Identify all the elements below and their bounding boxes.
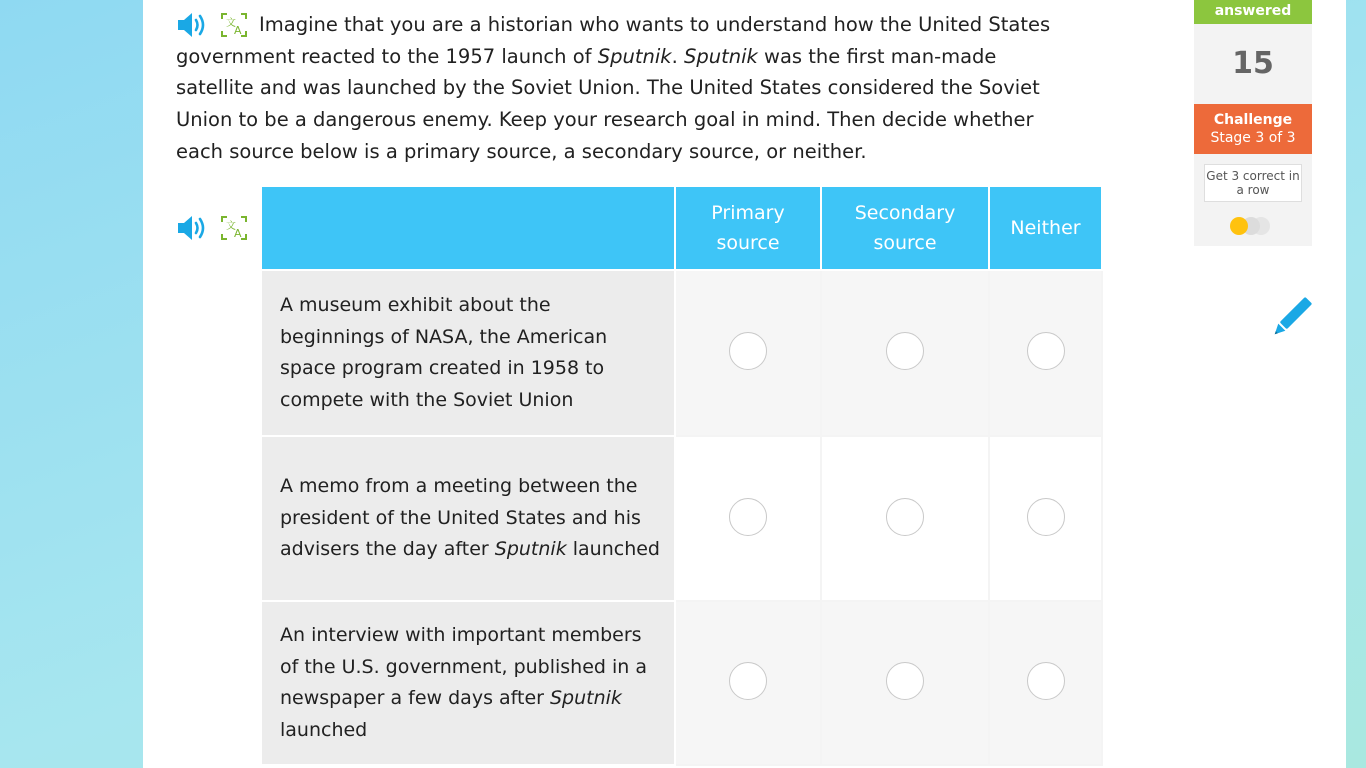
radio-primary-source[interactable] (729, 498, 767, 536)
prompt-text: Imagine that you are a historian who wants to understand how the United States government reacted to the 1957 launch of Sputnik. Sputnik was the first man-made satellite and was launched by the Soviet Union. The United States considered the Soviet Union to be a dangerous enemy. Keep your research goal in mind. Then decide whether each source below is a primary source, a secondary source, or neither. (176, 13, 1051, 163)
answered-label: answered (1194, 0, 1312, 24)
radio-primary-source[interactable] (729, 332, 767, 370)
radio-secondary-source[interactable] (886, 332, 924, 370)
challenge-title: Challenge (1213, 112, 1293, 128)
radio-neither[interactable] (1027, 498, 1065, 536)
progress-sidebar (1194, 0, 1312, 246)
speaker-icon[interactable] (176, 214, 209, 242)
svg-text:A: A (234, 227, 242, 240)
svg-text:文: 文 (226, 18, 236, 29)
streak-hint: Get 3 correct in a row (1204, 164, 1302, 202)
svg-text:A: A (234, 24, 242, 37)
header-primary-source: Primary source (675, 186, 821, 270)
translate-icon[interactable] (219, 214, 249, 242)
row-source-text: A memo from a meeting between the president of the United States and his advisers the day after Sputnik launched (261, 436, 675, 601)
radio-secondary-source[interactable] (886, 498, 924, 536)
answered-count: 15 (1194, 24, 1312, 104)
source-classification-table (260, 185, 1103, 766)
streak-box (1194, 154, 1312, 246)
challenge-stage: Stage 3 of 3 (1210, 130, 1296, 146)
pencil-icon[interactable] (1268, 295, 1314, 345)
table-tools (176, 214, 249, 242)
row-source-text: A museum exhibit about the beginnings of NASA, the American space program created in 1958 to compete with the Soviet Union (261, 270, 675, 436)
svg-text:文: 文 (226, 221, 236, 232)
radio-primary-source[interactable] (729, 662, 767, 700)
header-blank (261, 186, 675, 270)
radio-secondary-source[interactable] (886, 662, 924, 700)
table-row (261, 436, 1102, 601)
table-row (261, 601, 1102, 765)
row-source-text: An interview with important members of the U.S. government, published in a newspaper a few days after Sputnik launched (261, 601, 675, 765)
header-secondary-source: Secondary source (821, 186, 989, 270)
challenge-badge (1194, 104, 1312, 154)
radio-neither[interactable] (1027, 662, 1065, 700)
table-row (261, 270, 1102, 436)
question-prompt (176, 9, 1076, 168)
header-neither: Neither (989, 186, 1102, 270)
radio-neither[interactable] (1027, 332, 1065, 370)
streak-dot-filled (1230, 217, 1248, 235)
streak-dots (1230, 217, 1280, 237)
